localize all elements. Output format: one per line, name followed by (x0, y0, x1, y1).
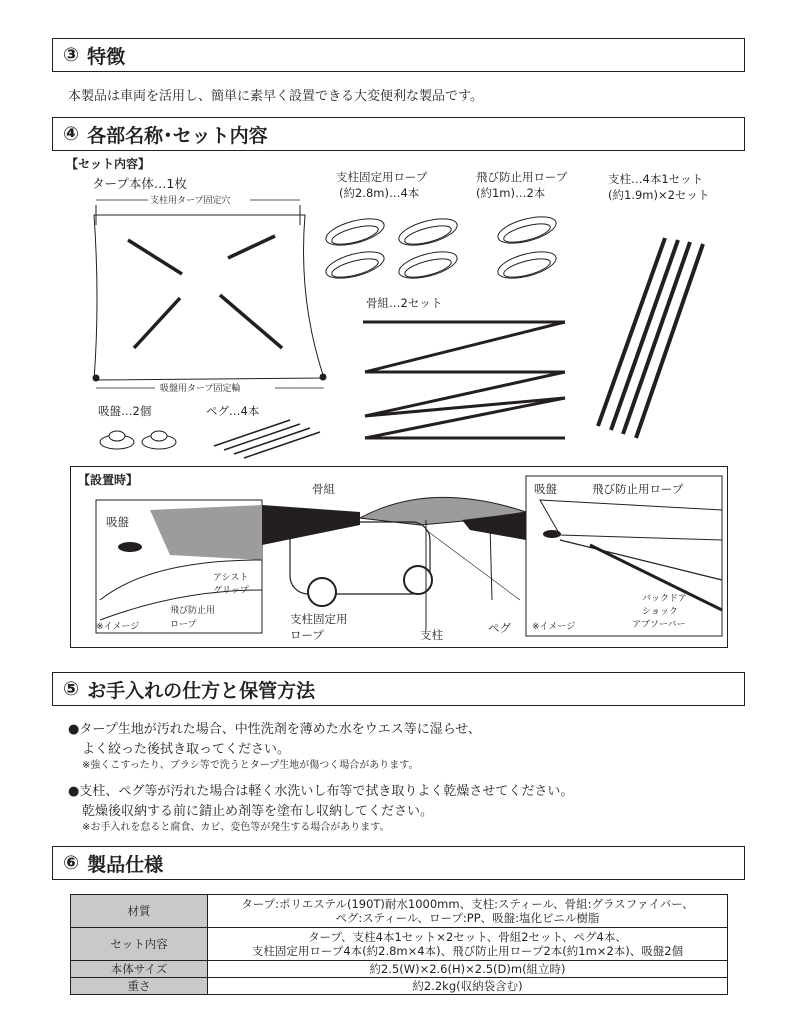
table-row (71, 978, 728, 995)
setup-heading: 【設置時】 (78, 473, 139, 487)
fly-rope-label-1: 飛び防止用ロープ (476, 170, 568, 184)
spec-value: タープ:ポリエステル(190T)耐水1000mm、支柱:スティール、骨組:グラスファイバー、 ペグ:スティール、ロープ:PP、吸盤:塩化ビニル樹脂 (208, 895, 728, 928)
frame-label: 骨組…2セット (366, 296, 443, 310)
feature-text: 本製品は車両を活用し、簡単に素早く設置できる大変便利な製品です。 (68, 89, 483, 104)
care-text-1: ●タープ生地が汚れた場合、中性洗剤を薄めた水をウエス等に湿らせ、 (68, 722, 481, 737)
assist-grip-label-1: アシスト (213, 573, 249, 583)
back-door-label-3: アブソーバー (632, 620, 686, 630)
peg-label: ペグ…4本 (206, 404, 260, 418)
tarp-bottom-label: 吸盤用タープ固定輪 (160, 384, 241, 394)
spec-value: タープ、支柱4本1セット×2セット、骨組2セット、ペグ4本、 支柱固定用ロープ4本(約2.8m×4本)、飛び防止用ロープ2本(約1m×2本)、吸盤2個 (208, 928, 728, 961)
image-note-left: ※イメージ (96, 622, 140, 632)
pole-label-2: (約1.9m)×2セット (608, 188, 710, 202)
suction-label: 吸盤…2個 (98, 404, 152, 418)
pole-label-1: 支柱…4本1セット (608, 172, 704, 186)
section-title: 特徴 (87, 45, 126, 68)
set-contents-heading: 【セット内容】 (66, 157, 151, 171)
table-row (71, 895, 728, 928)
section-number: ③ (63, 44, 80, 66)
setup-suction-right-label: 吸盤 (534, 482, 557, 496)
pole-rope-label-1: 支柱固定用ロープ (336, 170, 428, 184)
section-number: ⑥ (63, 852, 80, 874)
setup-peg-label: ペグ (488, 621, 511, 635)
pole-rope-setup-label-2: ロープ (290, 628, 324, 642)
fly-rope-left-label-1: 飛び防止用 (170, 606, 216, 616)
spec-table (70, 894, 728, 995)
fly-rope-label-2: (約1m)…2本 (476, 186, 546, 200)
fly-rope-left-label-2: ロープ (170, 620, 197, 630)
care-text-3: ●支柱、ペグ等が汚れた場合は軽く水洗いし布等で拭き取りよく乾燥させてください。 (68, 784, 574, 799)
assist-grip-label-2: グリップ (213, 586, 249, 596)
tarp-label: タープ本体…1枚 (92, 176, 187, 191)
section-6-header (52, 846, 745, 880)
pole-rope-setup-label-1: 支柱固定用 (290, 612, 348, 626)
spec-label: 重さ (71, 978, 208, 995)
care-text-2: よく絞った後拭き取ってください。 (82, 742, 291, 757)
table-row (71, 961, 728, 978)
section-number: ⑤ (63, 678, 80, 700)
section-number: ④ (63, 123, 80, 145)
back-door-label-2: ショック (642, 607, 678, 617)
setup-frame-label: 骨組 (312, 482, 335, 496)
setup-suction-left-label: 吸盤 (106, 515, 129, 529)
spec-value: 約2.2kg(収納袋含む) (208, 978, 728, 995)
fly-rope-right-label: 飛び防止用ロープ (592, 482, 684, 496)
section-5-header (52, 672, 745, 706)
image-note-right: ※イメージ (532, 622, 576, 632)
section-title: 製品仕様 (87, 853, 164, 876)
spec-label: セット内容 (71, 928, 208, 961)
spec-label: 本体サイズ (71, 961, 208, 978)
tarp-top-label: 支柱用タープ固定穴 (150, 196, 231, 206)
spec-value: 約2.5(W)×2.6(H)×2.5(D)m(組立時) (208, 961, 728, 978)
care-note-2: ※お手入れを怠ると腐食、カビ、変色等が発生する場合があります。 (82, 822, 390, 833)
section-title: お手入れの仕方と保管方法 (87, 679, 316, 702)
care-note-1: ※強くこすったり、ブラシ等で洗うとタープ生地が傷つく場合があります。 (82, 760, 419, 771)
table-row (71, 928, 728, 961)
back-door-label-1: バックドア (642, 594, 687, 604)
spec-label: 材質 (71, 895, 208, 928)
pole-rope-label-2: (約2.8m)…4本 (339, 186, 420, 200)
section-title: 各部名称･セット内容 (87, 124, 268, 147)
care-text-4: 乾燥後収納する前に錆止め剤等を塗布し収納してください。 (82, 804, 434, 819)
setup-pole-label: 支柱 (420, 628, 443, 642)
